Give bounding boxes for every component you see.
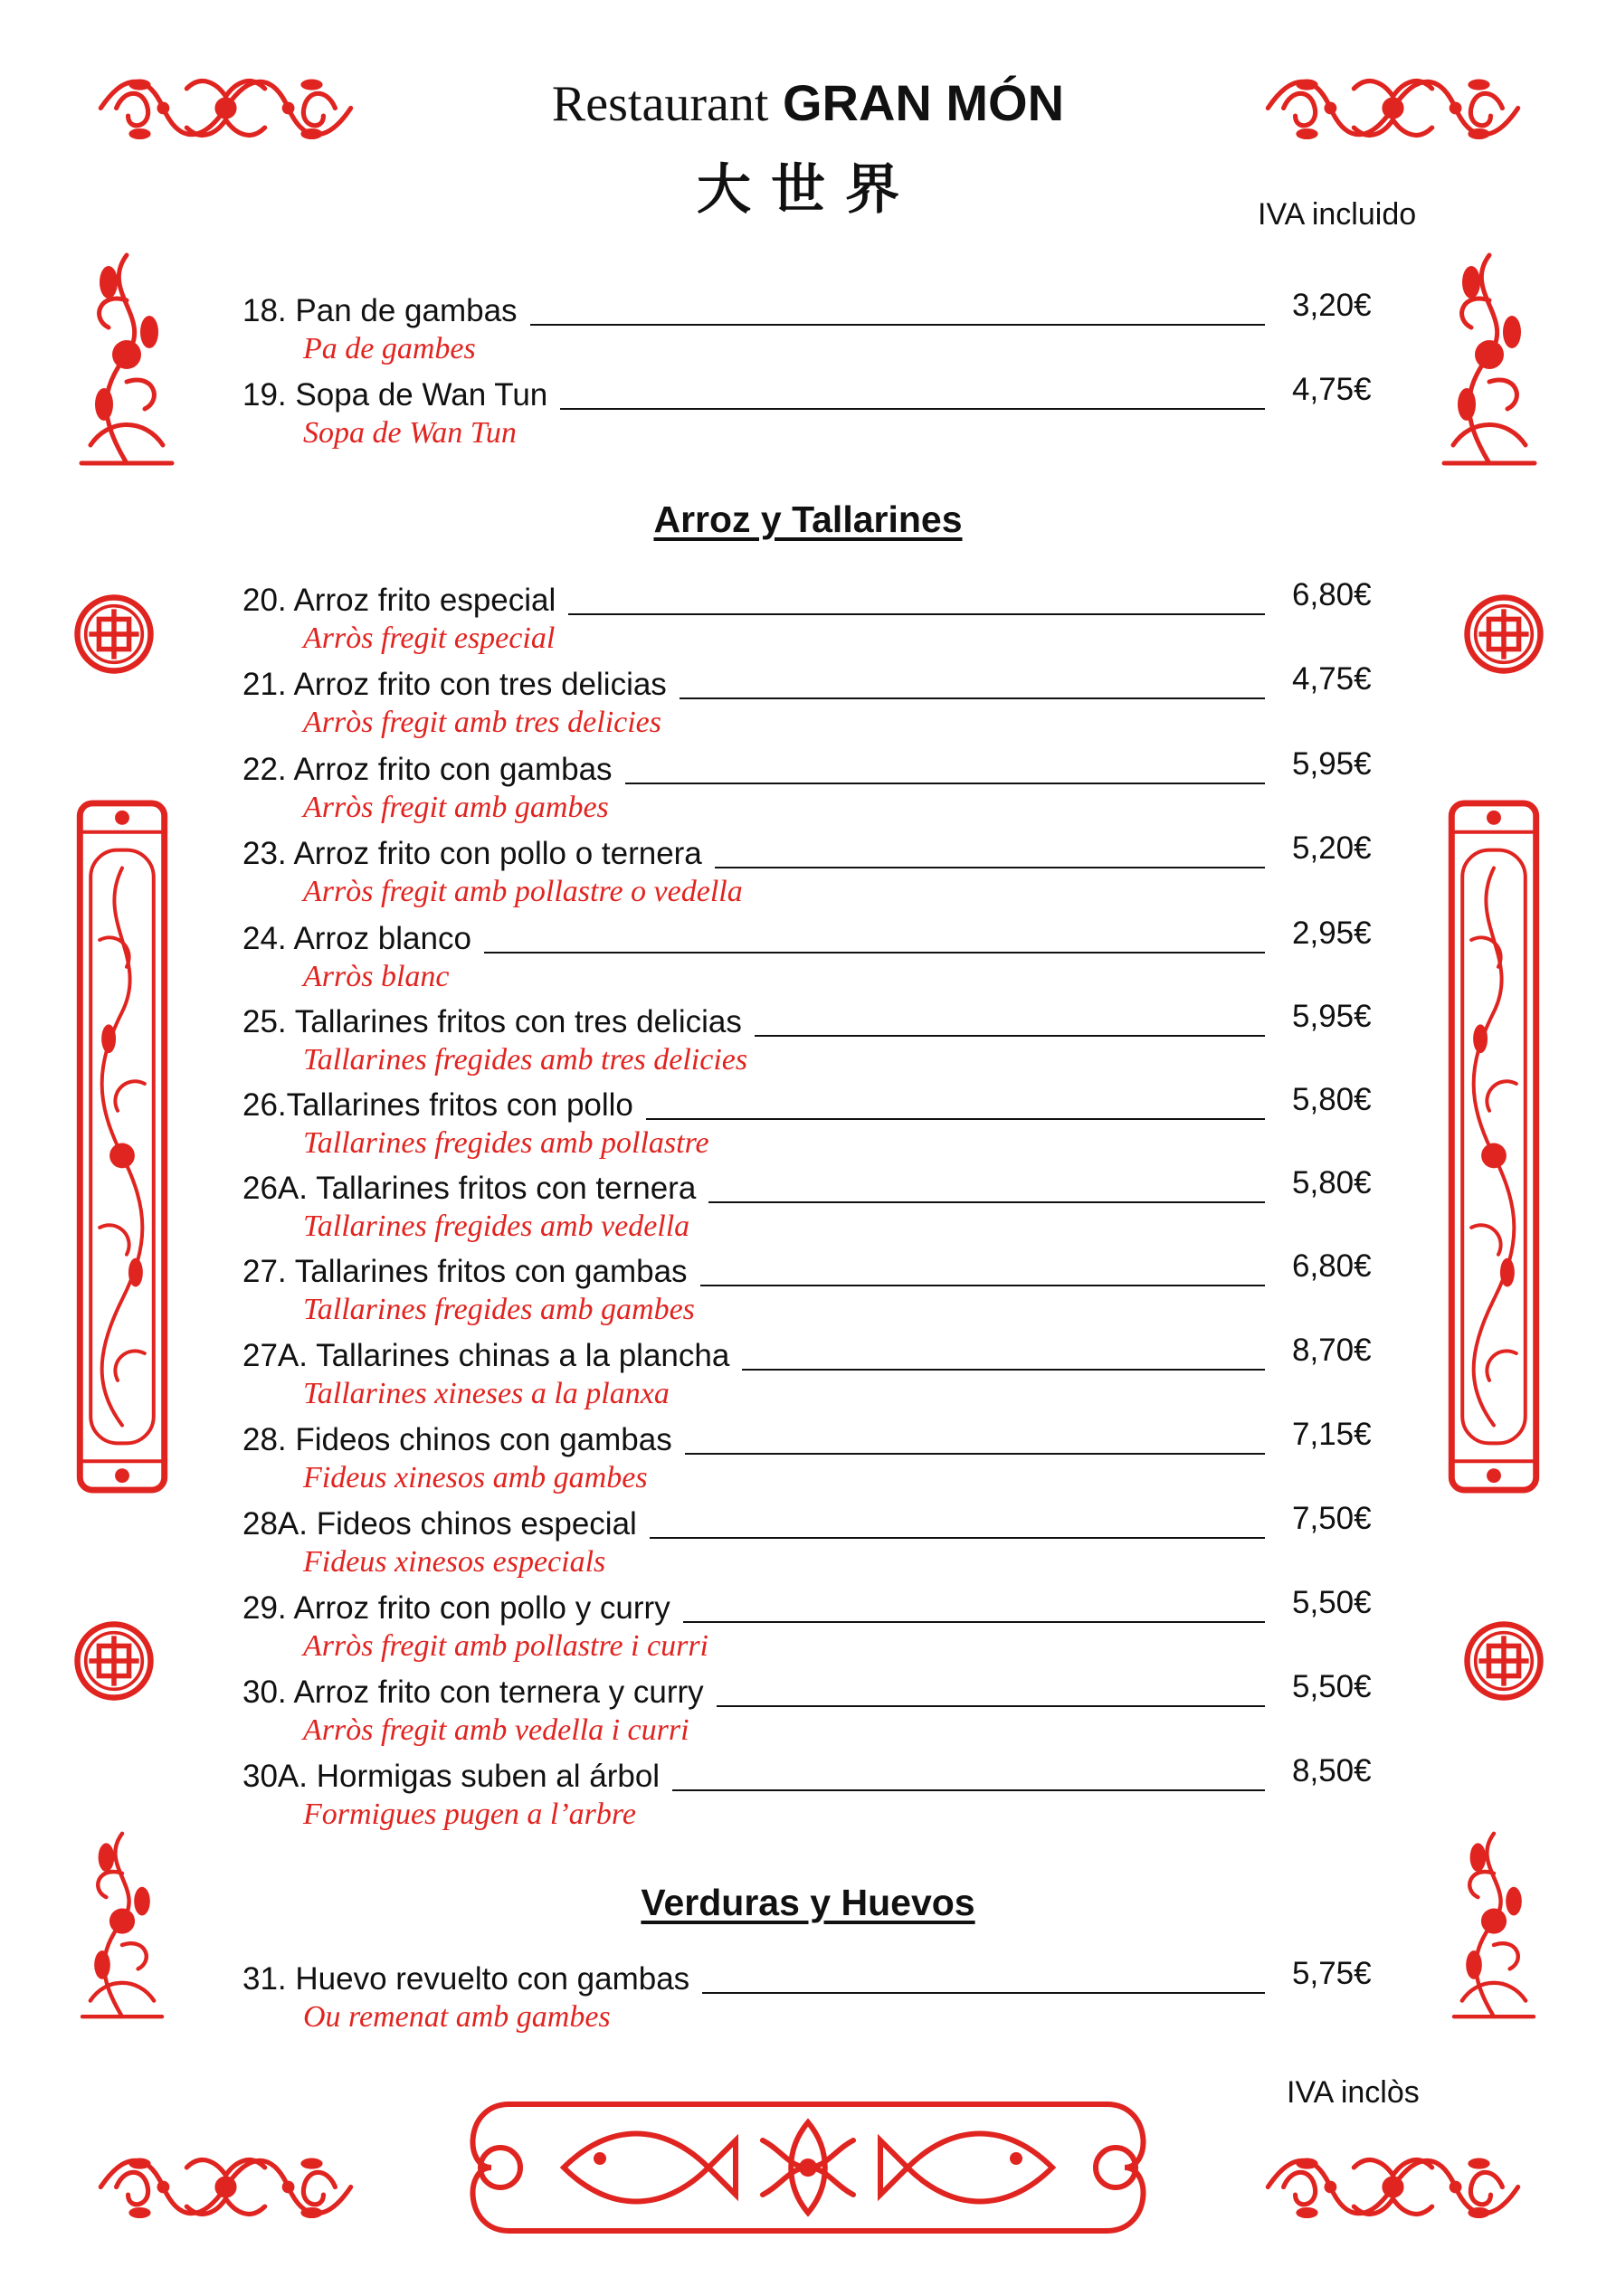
menu-item [0, 830, 1616, 916]
dotted-leader-line [672, 1789, 1265, 1791]
menu-item-row [242, 1504, 1265, 1544]
menu-item [0, 577, 1616, 662]
menu-item-row [242, 919, 1265, 959]
menu-item [0, 1669, 1616, 1754]
menu-item-row [242, 1002, 1265, 1042]
menu-item-catalan-name: Tallarines fregides amb tres delicies [303, 1043, 748, 1077]
dotted-leader-line [484, 952, 1265, 954]
dotted-leader-line [646, 1118, 1265, 1120]
menu-item-catalan-name: Sopa de Wan Tun [303, 416, 517, 450]
floral-scroll-icon [1241, 2144, 1545, 2230]
menu-item-price: 5,50€ [1292, 1585, 1372, 1620]
menu-item-name: 21. Arroz frito con tres delicias [242, 667, 667, 702]
menu-item [0, 1585, 1616, 1670]
dotted-leader-line [708, 1201, 1265, 1203]
menu-item-price: 5,20€ [1292, 830, 1372, 866]
chinese-medallion-icon [72, 1619, 156, 1703]
menu-item-price: 8,70€ [1292, 1333, 1372, 1368]
menu-item-price: 5,95€ [1292, 999, 1372, 1034]
menu-item-name: 24. Arroz blanco [242, 921, 471, 956]
section-title-rice: Arroz y Tallarines [653, 498, 963, 540]
menu-item-price: 5,80€ [1292, 1165, 1372, 1200]
menu-item-catalan-name: Pa de gambes [303, 332, 476, 365]
menu-item-row [242, 1252, 1265, 1292]
menu-item-catalan-name: Arròs fregit amb pollastre o vedella [303, 875, 743, 908]
menu-item-row [242, 665, 1265, 705]
dotted-leader-line [702, 1992, 1265, 1994]
dotted-leader-line [530, 324, 1265, 326]
menu-item [0, 372, 1616, 457]
menu-item-catalan-name: Fideus xinesos amb gambes [303, 1461, 648, 1494]
menu-item-row [242, 291, 1265, 331]
menu-item-price: 5,80€ [1292, 1082, 1372, 1117]
dotted-leader-line [625, 783, 1265, 784]
menu-item [0, 1082, 1616, 1167]
koi-fish-banner-icon [454, 2086, 1162, 2249]
menu-item-catalan-name: Arròs fregit amb tres delicies [303, 706, 661, 739]
dotted-leader-line [700, 1285, 1265, 1286]
dragon-panel-icon [1444, 796, 1544, 1497]
dotted-leader-line [560, 408, 1265, 410]
menu-item-name: 27. Tallarines fritos con gambas [242, 1254, 688, 1289]
chinese-medallion-icon [1462, 593, 1545, 676]
menu-item [0, 1956, 1616, 2041]
menu-item-catalan-name: Tallarines fregides amb pollastre [303, 1126, 709, 1160]
chinese-name: 大世界 [697, 158, 919, 222]
menu-item-row [242, 581, 1265, 621]
menu-item-price: 5,95€ [1292, 746, 1372, 782]
menu-item-row [242, 1420, 1265, 1460]
dotted-leader-line [680, 697, 1265, 699]
menu-item-price: 6,80€ [1292, 1248, 1372, 1284]
menu-item-catalan-name: Arròs blanc [303, 960, 450, 993]
section-title-veg: Verduras y Huevos [641, 1882, 975, 1923]
dotted-leader-line [742, 1369, 1265, 1371]
menu-item-catalan-name: Arròs fregit amb gambes [303, 791, 609, 824]
dotted-leader-line [650, 1537, 1265, 1539]
floral-scroll-icon [74, 2144, 377, 2230]
menu-item [0, 916, 1616, 1001]
menu-item [0, 288, 1616, 373]
menu-item-row [242, 1589, 1265, 1628]
menu-item [0, 746, 1616, 831]
menu-item-row [242, 1959, 1265, 1999]
menu-item-name: 20. Arroz frito especial [242, 583, 556, 618]
menu-item-name: 27A. Tallarines chinas a la plancha [242, 1338, 730, 1373]
menu-item-price: 6,80€ [1292, 577, 1372, 612]
menu-item-price: 2,95€ [1292, 916, 1372, 951]
menu-item-price: 3,20€ [1292, 288, 1372, 323]
tax-note-bottom: IVA inclòs [1287, 2075, 1420, 2110]
menu-item-name: 23. Arroz frito con pollo o ternera [242, 836, 702, 871]
menu-item-name: 18. Pan de gambas [242, 293, 518, 328]
tax-note-top: IVA incluido [1258, 197, 1417, 232]
menu-item-name: 25. Tallarines fritos con tres delicias [242, 1004, 742, 1039]
floral-scroll-icon [1241, 65, 1545, 151]
menu-item-catalan-name: Tallarines xineses a la planxa [303, 1377, 670, 1410]
menu-item-name: 30. Arroz frito con ternera y curry [242, 1675, 704, 1710]
menu-item-name: 26A. Tallarines fritos con ternera [242, 1171, 697, 1206]
menu-item [0, 1753, 1616, 1838]
menu-item-price: 7,50€ [1292, 1501, 1372, 1536]
dotted-leader-line [755, 1035, 1265, 1037]
floral-vine-icon [1444, 1826, 1544, 2025]
menu-item-name: 31. Huevo revuelto con gambas [242, 1961, 690, 1997]
menu-item [0, 1417, 1616, 1502]
dotted-leader-line [685, 1453, 1265, 1455]
menu-item-catalan-name: Formigues pugen a l’arbre [303, 1798, 636, 1831]
menu-item-row [242, 1336, 1265, 1376]
dragon-panel-icon [72, 796, 172, 1497]
menu-item-row [242, 750, 1265, 790]
dotted-leader-line [683, 1621, 1265, 1623]
floral-vine-icon [1435, 246, 1544, 472]
menu-item-catalan-name: Arròs fregit amb vedella i curri [303, 1713, 689, 1747]
dotted-leader-line [717, 1705, 1265, 1707]
menu-item [0, 1333, 1616, 1418]
menu-item-price: 4,75€ [1292, 661, 1372, 697]
menu-item-price: 7,15€ [1292, 1417, 1372, 1452]
chinese-medallion-icon [1462, 1619, 1545, 1703]
menu-item-catalan-name: Tallarines fregides amb gambes [303, 1293, 695, 1326]
menu-item [0, 1248, 1616, 1333]
menu-item-catalan-name: Tallarines fregides amb vedella [303, 1210, 690, 1243]
menu-item-price: 5,75€ [1292, 1956, 1372, 1991]
menu-item-catalan-name: Ou remenat amb gambes [303, 2000, 611, 2034]
menu-item-name: 28. Fideos chinos con gambas [242, 1422, 672, 1457]
menu-item-catalan-name: Arròs fregit especial [303, 621, 556, 655]
menu-item [0, 999, 1616, 1084]
menu-item-price: 4,75€ [1292, 372, 1372, 407]
menu-item [0, 1501, 1616, 1586]
menu-item-catalan-name: Arròs fregit amb pollastre i curri [303, 1629, 708, 1663]
menu-item-name: 28A. Fideos chinos especial [242, 1506, 637, 1542]
menu-item-price: 5,50€ [1292, 1669, 1372, 1704]
dotted-leader-line [715, 867, 1265, 868]
menu-item-name: 29. Arroz frito con pollo y curry [242, 1590, 670, 1626]
menu-item-name: 19. Sopa de Wan Tun [242, 377, 548, 413]
menu-item-row [242, 1673, 1265, 1713]
floral-vine-icon [72, 1826, 172, 2025]
menu-item-name: 22. Arroz frito con gambas [242, 752, 613, 787]
menu-item [0, 1165, 1616, 1250]
floral-vine-icon [72, 246, 181, 472]
menu-item-row [242, 834, 1265, 874]
menu-item-name: 30A. Hormigas suben al árbol [242, 1759, 661, 1794]
restaurant-name: GRAN MÓN [782, 74, 1065, 131]
menu-item-catalan-name: Fideus xinesos especials [303, 1545, 606, 1579]
menu-item-row [242, 1169, 1265, 1209]
chinese-medallion-icon [72, 593, 156, 676]
menu-item-name: 26.Tallarines fritos con pollo [242, 1087, 633, 1123]
menu-item-price: 8,50€ [1292, 1753, 1372, 1788]
dotted-leader-line [568, 613, 1265, 615]
floral-scroll-icon [74, 65, 377, 151]
menu-item [0, 661, 1616, 746]
menu-item-row [242, 1757, 1265, 1797]
restaurant-word: Restaurant [551, 76, 769, 132]
menu-item-row [242, 375, 1265, 415]
menu-item-row [242, 1086, 1265, 1125]
